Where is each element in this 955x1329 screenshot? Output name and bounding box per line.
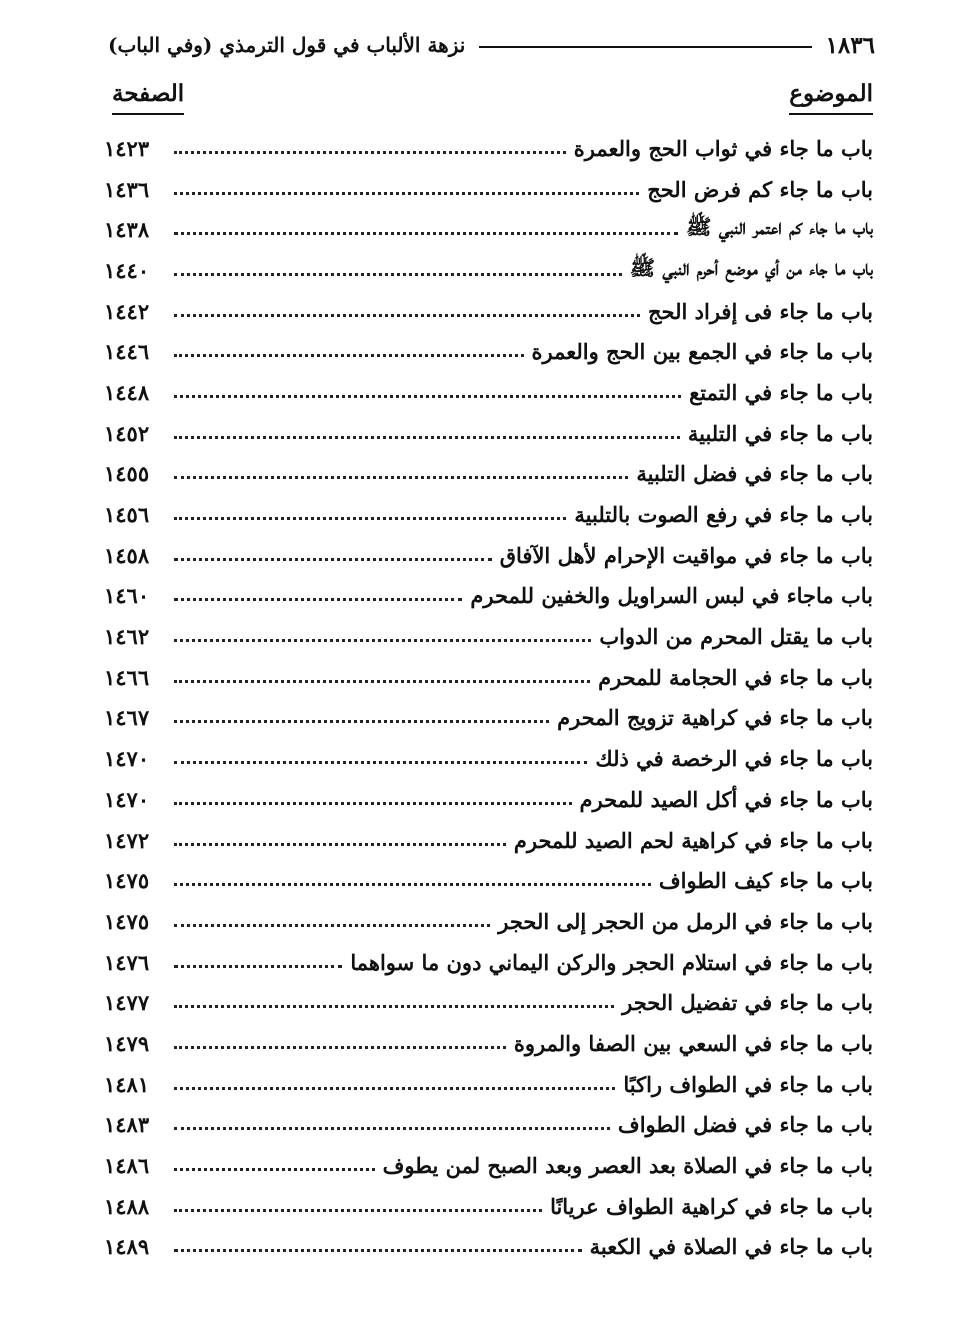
toc-entry-page: ١٤٧٢ xyxy=(104,827,150,853)
toc-entry xyxy=(104,942,873,983)
toc-entry-title: باب ما جاء في فضل الطواف xyxy=(617,1112,873,1138)
toc-entry-title: باب ما جاء من أي موضع أحرم النبي ﷺ xyxy=(629,254,873,280)
toc-entry xyxy=(104,372,873,413)
dot-leader xyxy=(174,192,639,195)
toc-entry-page: ١٤٥٨ xyxy=(104,542,150,568)
toc-entry xyxy=(104,169,873,210)
toc-entry xyxy=(104,209,873,250)
toc-entry-page: ١٤٨١ xyxy=(104,1071,150,1097)
toc-entry-page: ١٤٢٣ xyxy=(104,135,150,161)
toc-entry-page: ١٤٨٩ xyxy=(104,1234,150,1260)
toc-entry-title: باب ما جاء في الجمع بين الحج والعمرة xyxy=(531,339,873,365)
toc-entry xyxy=(104,576,873,617)
toc-entry-page: ١٤٤٨ xyxy=(104,379,150,405)
dot-leader xyxy=(174,924,490,927)
column-heading-topic: الموضوع xyxy=(789,80,873,115)
toc-entry xyxy=(104,1227,873,1268)
toc-entry xyxy=(104,331,873,372)
toc-entry-page: ١٤٦٢ xyxy=(104,624,150,650)
toc-entry-title: باب ما جاء فى إفراد الحج xyxy=(647,298,873,324)
toc-entry xyxy=(104,1145,873,1186)
toc-entry-title: باب ما جاء كم اعتمر النبي ﷺ xyxy=(686,214,873,240)
toc-entry-page: ١٤٤٢ xyxy=(104,298,150,324)
toc-entry-title: باب ما جاء كم فرض الحج xyxy=(647,176,873,202)
toc-entry-title: باب ما جاء في أكل الصيد للمحرم xyxy=(579,786,873,812)
toc-entry-title: باب ما جاء في الصلاة في الكعبة xyxy=(589,1234,873,1260)
toc-entry xyxy=(104,1023,873,1064)
toc-entry xyxy=(104,616,873,657)
dot-leader xyxy=(174,436,680,439)
dot-leader xyxy=(174,232,678,235)
table-of-contents xyxy=(104,128,873,1267)
toc-entry xyxy=(104,657,873,698)
toc-entry xyxy=(104,860,873,901)
page-number: ١٨٣٦ xyxy=(825,31,875,59)
toc-entry-title: باب ما جاء في التلبية xyxy=(687,420,873,446)
header-rule xyxy=(479,46,811,48)
dot-leader xyxy=(174,273,622,276)
dot-leader xyxy=(174,1127,610,1130)
toc-entry-page: ١٤٦٧ xyxy=(104,705,150,731)
dot-leader xyxy=(174,680,590,683)
toc-entry-title: باب ما جاء في التمتع xyxy=(689,379,873,405)
toc-entry-title: باب ما جاء في فضل التلبية xyxy=(636,461,873,487)
toc-entry-page: ١٤٣٨ xyxy=(104,217,150,243)
toc-entry-title: باب ما جاء في رفع الصوت بالتلبية xyxy=(574,502,873,528)
dot-leader xyxy=(174,761,587,764)
toc-entry xyxy=(104,698,873,739)
toc-entry xyxy=(104,1105,873,1146)
toc-entry-page: ١٤٧٦ xyxy=(104,949,150,975)
toc-entry-title: باب ما جاء في كراهية الطواف عريانًا xyxy=(550,1193,873,1219)
toc-entry-title: باب ما جاء في الرخصة في ذلك xyxy=(595,746,873,772)
dot-leader xyxy=(174,151,566,154)
dot-leader xyxy=(174,395,681,398)
toc-entry-title: باب ما جاء في كراهية لحم الصيد للمحرم xyxy=(513,827,873,853)
running-title: نزهة الألباب في قول الترمذي (وفي الباب) xyxy=(108,33,466,57)
toc-entry-title: باب ما جاء في الرمل من الحجر إلى الحجر xyxy=(498,908,873,934)
toc-entry-page: ١٤٧٥ xyxy=(104,908,150,934)
toc-entry-page: ١٤٨٦ xyxy=(104,1153,150,1179)
toc-entry xyxy=(104,454,873,495)
dot-leader xyxy=(174,1005,614,1008)
toc-entry xyxy=(104,535,873,576)
dot-leader xyxy=(174,1046,506,1049)
dot-leader xyxy=(174,354,524,357)
dot-leader xyxy=(174,639,591,642)
dot-leader xyxy=(174,558,492,561)
toc-entry-page: ١٤٧٠ xyxy=(104,786,150,812)
toc-entry xyxy=(104,982,873,1023)
toc-entry-title: باب ما جاء في استلام الحجر والركن اليماني دون ما سواهما xyxy=(350,949,873,975)
toc-entry-page: ١٤٨٨ xyxy=(104,1193,150,1219)
toc-entry-title: باب ما جاء في مواقيت الإحرام لأهل الآفاق xyxy=(499,542,873,568)
toc-entry-title: باب ما جاء في الحجامة للمحرم xyxy=(598,664,873,690)
toc-entry-page: ١٤٦٠ xyxy=(104,583,150,609)
dot-leader xyxy=(174,720,549,723)
toc-entry-page: ١٤٤٠ xyxy=(104,257,150,283)
toc-entry-title: باب ما جاء في ثواب الحج والعمرة xyxy=(573,135,873,161)
column-heading-page: الصفحة xyxy=(112,80,184,115)
toc-entry xyxy=(104,413,873,454)
toc-entry-page: ١٤٦٦ xyxy=(104,664,150,690)
dot-leader xyxy=(174,314,640,317)
toc-entry xyxy=(104,820,873,861)
page-header xyxy=(108,28,875,62)
toc-entry xyxy=(104,779,873,820)
toc-entry-title: باب ما جاء في تفضيل الحجر xyxy=(622,990,873,1016)
toc-entry-page: ١٤٣٦ xyxy=(104,176,150,202)
toc-entry xyxy=(104,494,873,535)
dot-leader xyxy=(174,1249,582,1252)
toc-entry-page: ١٤٧٥ xyxy=(104,868,150,894)
dot-leader xyxy=(174,1209,542,1212)
dot-leader xyxy=(174,965,342,968)
toc-entry-title: باب ماجاء في لبس السراويل والخفين للمحرم xyxy=(470,583,873,609)
toc-entry-page: ١٤٧٧ xyxy=(104,990,150,1016)
dot-leader xyxy=(174,1087,615,1090)
dot-leader xyxy=(174,883,651,886)
toc-entry-page: ١٤٥٦ xyxy=(104,502,150,528)
toc-entry-page: ١٤٧٩ xyxy=(104,1030,150,1056)
toc-entry xyxy=(104,250,873,291)
toc-entry xyxy=(104,128,873,169)
dot-leader xyxy=(174,476,628,479)
toc-entry-title: باب ما جاء في الطواف راكبًا xyxy=(623,1071,873,1097)
toc-entry-title: باب ما جاء في كراهية تزويج المحرم xyxy=(557,705,873,731)
dot-leader xyxy=(174,517,566,520)
toc-entry-page: ١٤٥٥ xyxy=(104,461,150,487)
toc-entry-title: باب ما جاء في الصلاة بعد العصر وبعد الصبح لمن يطوف xyxy=(382,1153,873,1179)
toc-entry-page: ١٤٧٠ xyxy=(104,746,150,772)
dot-leader xyxy=(174,598,462,601)
toc-entry-page: ١٤٥٢ xyxy=(104,420,150,446)
dot-leader xyxy=(174,802,572,805)
toc-entry xyxy=(104,1064,873,1105)
toc-entry-title: باب ما جاء في السعي بين الصفا والمروة xyxy=(513,1030,873,1056)
toc-entry xyxy=(104,1186,873,1227)
dot-leader xyxy=(174,843,506,846)
toc-entry-title: باب ما جاء كيف الطواف xyxy=(658,868,873,894)
toc-entry xyxy=(104,901,873,942)
toc-entry-page: ١٤٨٣ xyxy=(104,1112,150,1138)
toc-entry-title: باب ما يقتل المحرم من الدواب xyxy=(599,624,873,650)
toc-entry-page: ١٤٤٦ xyxy=(104,339,150,365)
dot-leader xyxy=(174,1168,375,1171)
toc-entry xyxy=(104,291,873,332)
toc-entry xyxy=(104,738,873,779)
